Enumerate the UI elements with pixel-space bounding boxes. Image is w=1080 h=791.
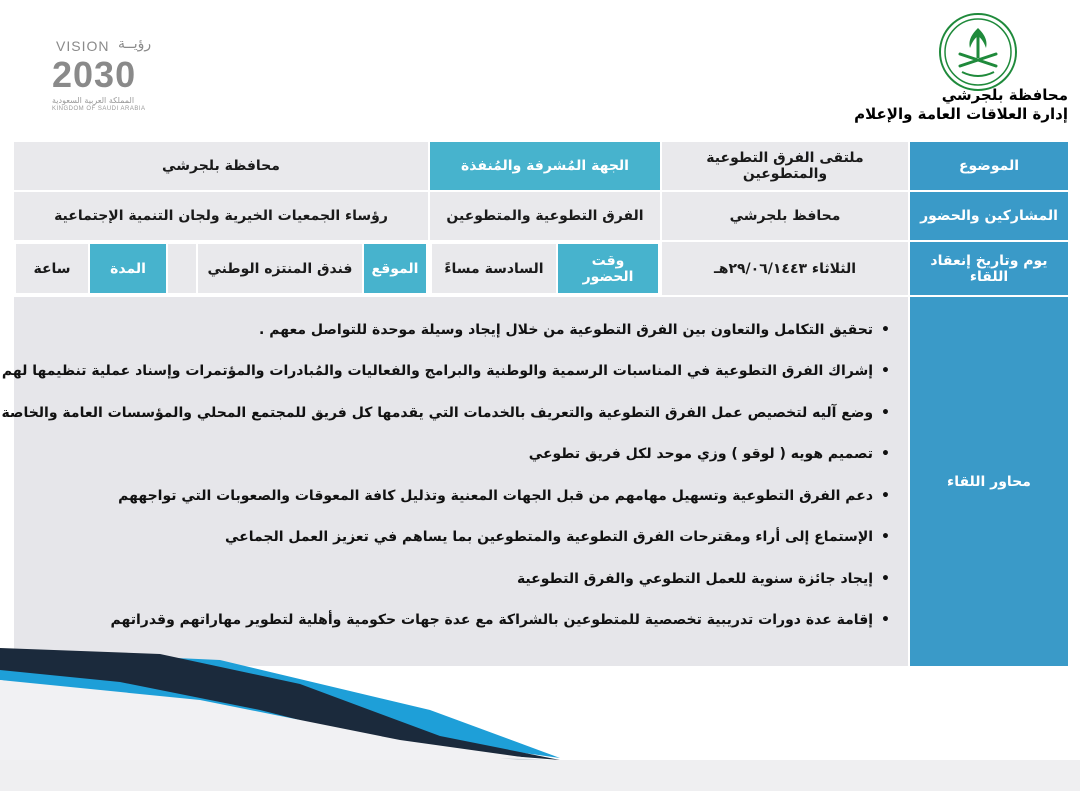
header-title [854, 86, 1068, 124]
department-name: إدارة العلاقات العامة والإعلام [854, 105, 1068, 123]
list-item [1, 392, 890, 434]
date-row [13, 241, 1069, 296]
vision-subtitle-en: KINGDOM OF SAUDI ARABIA [52, 106, 146, 112]
ministry-emblem-icon [938, 12, 1018, 92]
spacer [167, 243, 197, 294]
time-inner [430, 242, 660, 295]
time-cell [429, 241, 661, 296]
bullet-icon: • [881, 570, 890, 587]
list-item [24, 517, 890, 559]
bullet-icon: • [881, 404, 890, 421]
list-item [1, 351, 890, 393]
subject-label: الموضوع [909, 141, 1069, 191]
axis-text: إقامة عدة دورات تدريبية تخصصية للمتطوعين بالشراكة مع عدة جهات حكومية وأهلية لتطوير مهاراتهم وقدراتهم [110, 612, 874, 629]
participants-label: المشاركين والحضور [909, 191, 1069, 241]
axis-text: دعم الفرق التطوعية وتسهيل مهامهم من قبل الجهات المعنية وتذليل كافة المعوقات والصعوبات التي تواجههم [118, 487, 874, 504]
list-item [24, 475, 890, 517]
governorate-name: محافظة بلجرشي [941, 86, 1068, 104]
vision-2030-logo [48, 38, 158, 114]
duration-value: ساعة [15, 243, 89, 294]
time-value: السادسة مساءً [431, 243, 557, 294]
axis-text: إشراك الفرق التطوعية في المناسبات الرسمية والوطنية والبرامج والفعاليات والمُبادرات والمؤتمرات وإسناد عملية تنظيمها لهم [1, 363, 874, 380]
bullet-icon: • [881, 612, 890, 629]
location-label: الموقع [363, 243, 427, 294]
bullet-icon: • [881, 321, 890, 338]
axis-text: الإستماع إلى أراء ومقترحات الفرق التطوعية والمتطوعين بما يساهم في تعزيز العمل الجماعي [225, 529, 874, 546]
list-item [24, 309, 890, 351]
vision-arabic-word: رؤيــة [118, 36, 152, 52]
location-value: فندق المنتزه الوطني [197, 243, 363, 294]
participant-associations: رؤساء الجمعيات الخيرية ولجان التنمية الإجتماعية [13, 191, 429, 241]
date-value: الثلاثاء ٢٩/٠٦/١٤٤٣هـ [661, 241, 909, 296]
participant-governor: محافظ بلجرشي [661, 191, 909, 241]
location-inner [14, 242, 428, 295]
duration-label: المدة [89, 243, 167, 294]
vision-subtitle-ar: المملكة العربية السعودية [52, 96, 135, 105]
bullet-icon: • [881, 446, 890, 463]
organizer-value: محافظة بلجرشي [13, 141, 429, 191]
axes-row [13, 296, 1069, 667]
footer-band [0, 760, 1080, 791]
axis-text: تحقيق التكامل والتعاون بين الفرق التطوعية من خلال إيجاد وسيلة موحدة للتواصل معهم . [259, 321, 874, 338]
vision-word: VISION [56, 38, 110, 54]
participant-teams: الفرق التطوعية والمتطوعين [429, 191, 661, 241]
subject-value: ملتقى الفرق التطوعية والمتطوعين [661, 141, 909, 191]
date-label: يوم وتاريخ إنعقاد اللقاء [909, 241, 1069, 296]
location-duration-cell [13, 241, 429, 296]
axis-text: إيجاد جائزة سنوية للعمل التطوعي والفرق التطوعية [516, 570, 874, 587]
axes-list [1, 309, 890, 641]
axes-label: محاور اللقاء [909, 296, 1069, 667]
axes-content [1, 296, 909, 667]
organizer-label: الجهة المُشرفة والمُنفذة [429, 141, 661, 191]
time-label: وقت الحضور [557, 243, 659, 294]
participants-row [13, 191, 1069, 241]
bullet-icon: • [881, 529, 890, 546]
subject-row [13, 141, 1069, 191]
bullet-icon: • [881, 363, 890, 380]
list-item [24, 558, 890, 600]
bullet-icon: • [881, 487, 890, 504]
meeting-info-table [1, 140, 1070, 668]
list-item [24, 434, 890, 476]
list-item [24, 600, 890, 642]
axis-text: وضع آليه لتخصيص عمل الفرق التطوعية والتعريف بالخدمات التي يقدمها كل فريق للمجتمع المحلي والمؤسسات العامة والخاصة [1, 404, 874, 421]
axis-text: تصميم هويه ( لوقو ) وزي موحد لكل فريق تطوعي [528, 446, 874, 463]
vision-year: 2030 [52, 54, 137, 95]
